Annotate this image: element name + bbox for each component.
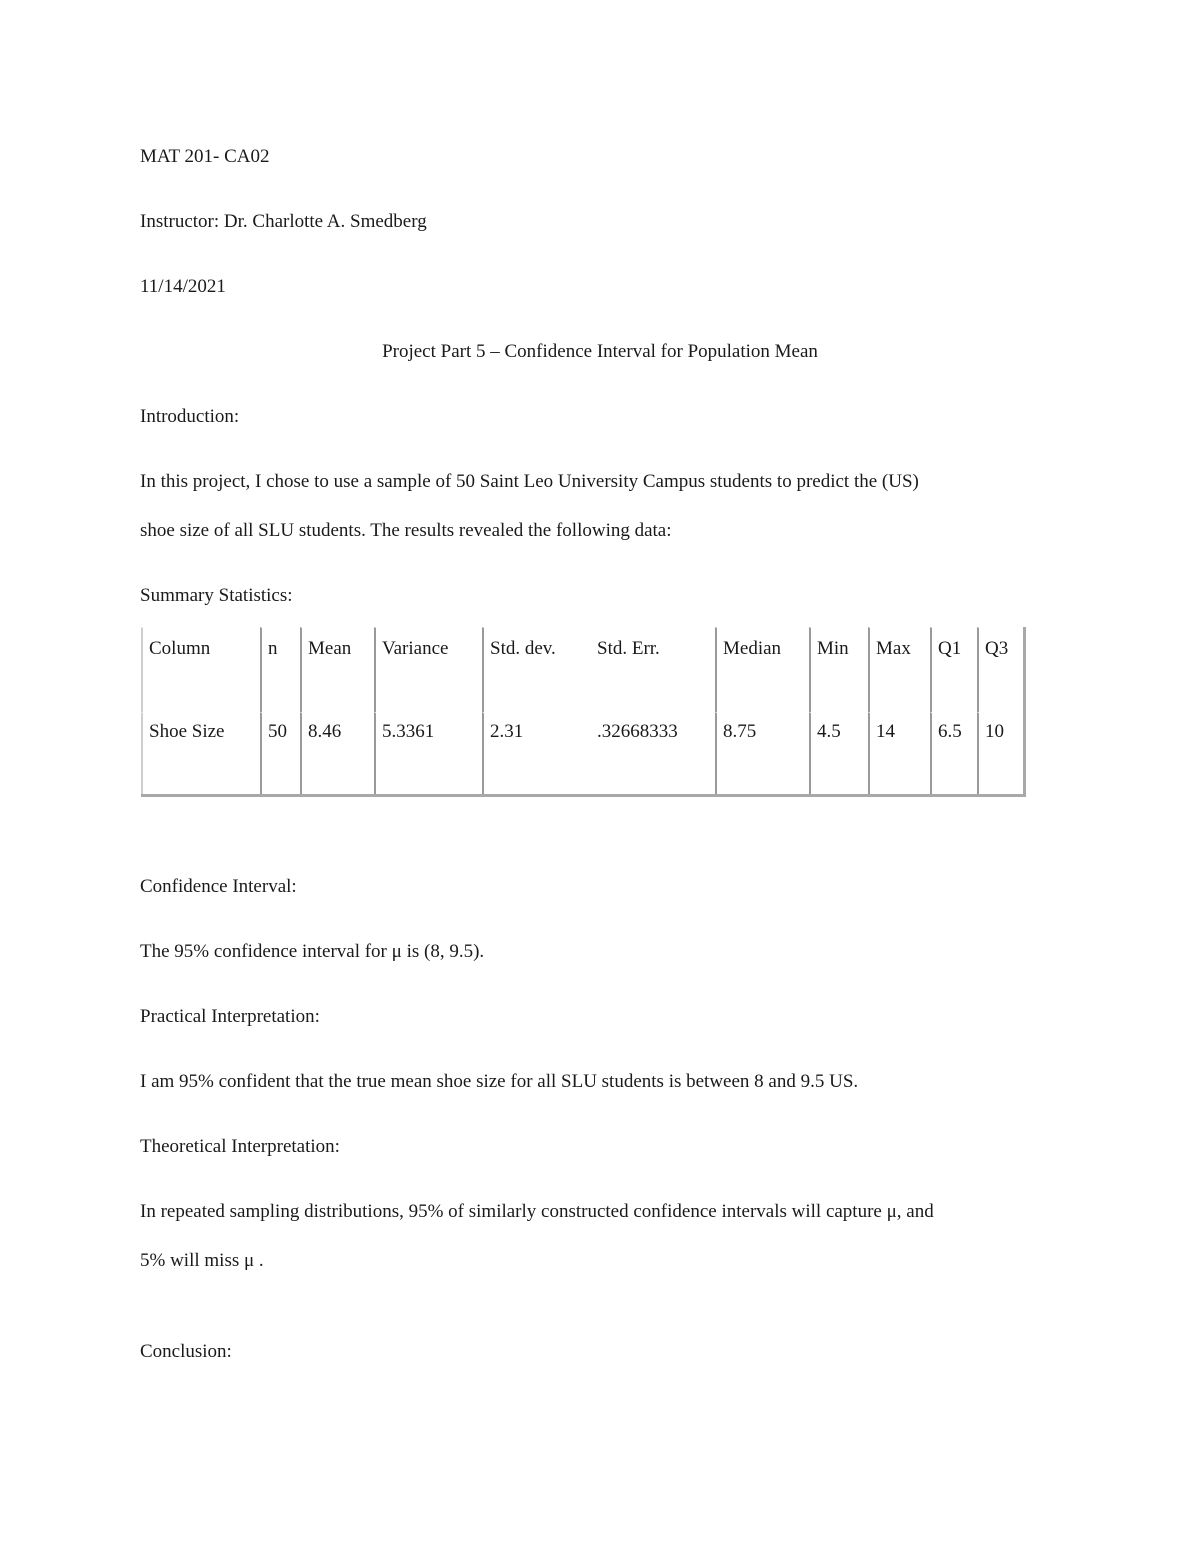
summary-statistics-table — [141, 627, 1026, 797]
cell-mean: 8.46 — [300, 712, 374, 794]
header-cell-max: Max — [868, 627, 930, 712]
cell-max: 14 — [868, 712, 930, 794]
cell-min: 4.5 — [809, 712, 868, 794]
date-line: 11/14/2021 — [140, 276, 226, 297]
header-cell-variance: Variance — [374, 627, 482, 712]
course-code: MAT 201- CA02 — [140, 146, 270, 167]
cell-q1: 6.5 — [930, 712, 977, 794]
header-cell-n: n — [260, 627, 300, 712]
introduction-heading: Introduction: — [140, 406, 240, 427]
conclusion-heading: Conclusion: — [140, 1341, 232, 1362]
cell-q3: 10 — [977, 712, 1023, 794]
practical-interpretation-heading: Practical Interpretation: — [140, 1006, 320, 1027]
instructor-line: Instructor: Dr. Charlotte A. Smedberg — [140, 211, 427, 232]
header-cell-median: Median — [715, 627, 809, 712]
header-cell-min: Min — [809, 627, 868, 712]
cell-shoe-size-label: Shoe Size — [141, 712, 260, 794]
cell-n: 50 — [260, 712, 300, 794]
header-cell-mean: Mean — [300, 627, 374, 712]
introduction-text-line-1: In this project, I chose to use a sample of 50 Saint Leo University Campus students to predict the (US) — [140, 471, 919, 492]
theoretical-interpretation-line-1: In repeated sampling distributions, 95% of similarly constructed confidence intervals will capture μ, and — [140, 1201, 934, 1222]
cell-std-dev: 2.31 — [482, 712, 589, 794]
header-cell-std-err: Std. Err. — [589, 627, 715, 712]
document-title: Project Part 5 – Confidence Interval for Population Mean — [382, 341, 818, 362]
table-header-row — [141, 627, 1023, 712]
cell-variance: 5.3361 — [374, 712, 482, 794]
table-row — [141, 712, 1023, 794]
confidence-interval-text: The 95% confidence interval for μ is (8, 9.5). — [140, 941, 485, 962]
summary-statistics-heading: Summary Statistics: — [140, 585, 293, 606]
theoretical-interpretation-line-2: 5% will miss μ . — [140, 1250, 264, 1271]
introduction-text-line-2: shoe size of all SLU students. The results revealed the following data: — [140, 520, 672, 541]
header-cell-q3: Q3 — [977, 627, 1023, 712]
header-cell-column: Column — [141, 627, 260, 712]
theoretical-interpretation-heading: Theoretical Interpretation: — [140, 1136, 340, 1157]
practical-interpretation-text: I am 95% confident that the true mean shoe size for all SLU students is between 8 and 9.5 US. — [140, 1071, 859, 1092]
cell-median: 8.75 — [715, 712, 809, 794]
header-cell-q1: Q1 — [930, 627, 977, 712]
header-cell-std-dev: Std. dev. — [482, 627, 589, 712]
cell-std-err: .32668333 — [589, 712, 715, 794]
confidence-interval-heading: Confidence Interval: — [140, 876, 297, 897]
